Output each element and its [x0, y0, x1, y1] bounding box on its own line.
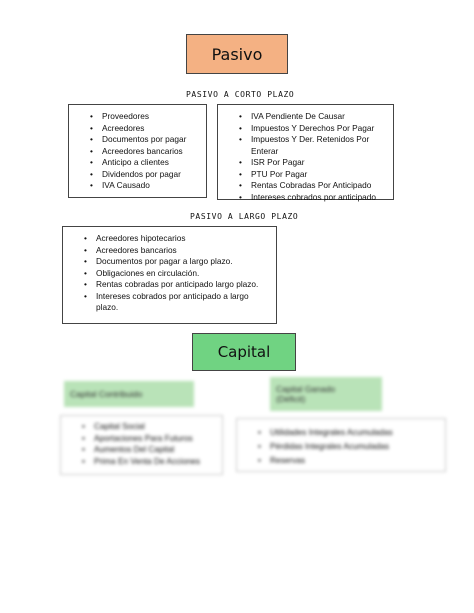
- list-item: • Aportaciones Para Futuros: [79, 433, 218, 445]
- corto-plazo-right-list: [236, 111, 391, 203]
- list-item: • Impuestos Y Derechos Por Pagar: [236, 123, 391, 135]
- list-item: • Rentas Cobradas Por Anticipado: [236, 180, 391, 192]
- capital-ganado-label-box: [270, 377, 382, 411]
- list-item: • Intereses cobrados por anticipado: [236, 192, 391, 204]
- capital-contribuido-box: [60, 415, 223, 475]
- list-item: • PTU Por Pagar: [236, 169, 391, 181]
- capital-contribuido-list: [79, 421, 218, 467]
- corto-plazo-left-box: [68, 104, 207, 198]
- capital-ganado-label-line1: Capital Ganado: [276, 384, 336, 394]
- largo-plazo-list: [81, 233, 270, 314]
- largo-plazo-box: [62, 226, 277, 324]
- list-item: • Intereses cobrados por anticipado a largo plazo.: [81, 291, 270, 314]
- list-item: • Aumentos Del Capital: [79, 444, 218, 456]
- list-item: • Acreedores hipotecarios: [81, 233, 270, 245]
- list-item: • Documentos por pagar: [87, 134, 202, 146]
- list-item: • Acreedores bancarios: [81, 245, 270, 257]
- corto-plazo-heading: PASIVO A CORTO PLAZO: [186, 90, 295, 99]
- corto-plazo-left-list: [87, 111, 202, 192]
- capital-ganado-box: [236, 418, 446, 472]
- capital-title: Capital: [217, 343, 271, 361]
- list-item: • Rentas cobradas por anticipado largo plazo.: [81, 279, 270, 291]
- capital-contribuido-label: Capital Contribuido: [70, 389, 143, 399]
- list-item: • IVA Causado: [87, 180, 202, 192]
- pasivo-title-box: [186, 34, 288, 74]
- capital-contribuido-label-box: [64, 381, 194, 407]
- corto-plazo-right-box: [217, 104, 394, 200]
- pasivo-title: Pasivo: [211, 44, 263, 64]
- list-item: • Anticipo a clientes: [87, 157, 202, 169]
- list-item: • Obligaciones en circulación.: [81, 268, 270, 280]
- list-item: • Impuestos Y Der. Retenidos Por Enterar: [236, 134, 391, 157]
- list-item: • Acreedores: [87, 123, 202, 135]
- list-item: • Documentos por pagar a largo plazo.: [81, 256, 270, 268]
- capital-title-box: [192, 333, 296, 371]
- list-item: • Dividendos por pagar: [87, 169, 202, 181]
- capital-ganado-label-line2: (Déficit): [276, 394, 306, 404]
- list-item: • IVA Pendiente De Causar: [236, 111, 391, 123]
- list-item: • Acreedores bancarios: [87, 146, 202, 158]
- list-item: • Capital Social: [79, 421, 218, 433]
- list-item: • ISR Por Pagar: [236, 157, 391, 169]
- list-item: • Utilidades Integrales Acumuladas: [255, 425, 441, 439]
- capital-ganado-list: [255, 425, 441, 467]
- list-item: • Prima En Venta De Acciones: [79, 456, 218, 468]
- largo-plazo-heading: PASIVO A LARGO PLAZO: [190, 212, 299, 221]
- list-item: • Pérdidas Integrales Acumuladas: [255, 439, 441, 453]
- list-item: • Proveedores: [87, 111, 202, 123]
- list-item: • Reservas: [255, 453, 441, 467]
